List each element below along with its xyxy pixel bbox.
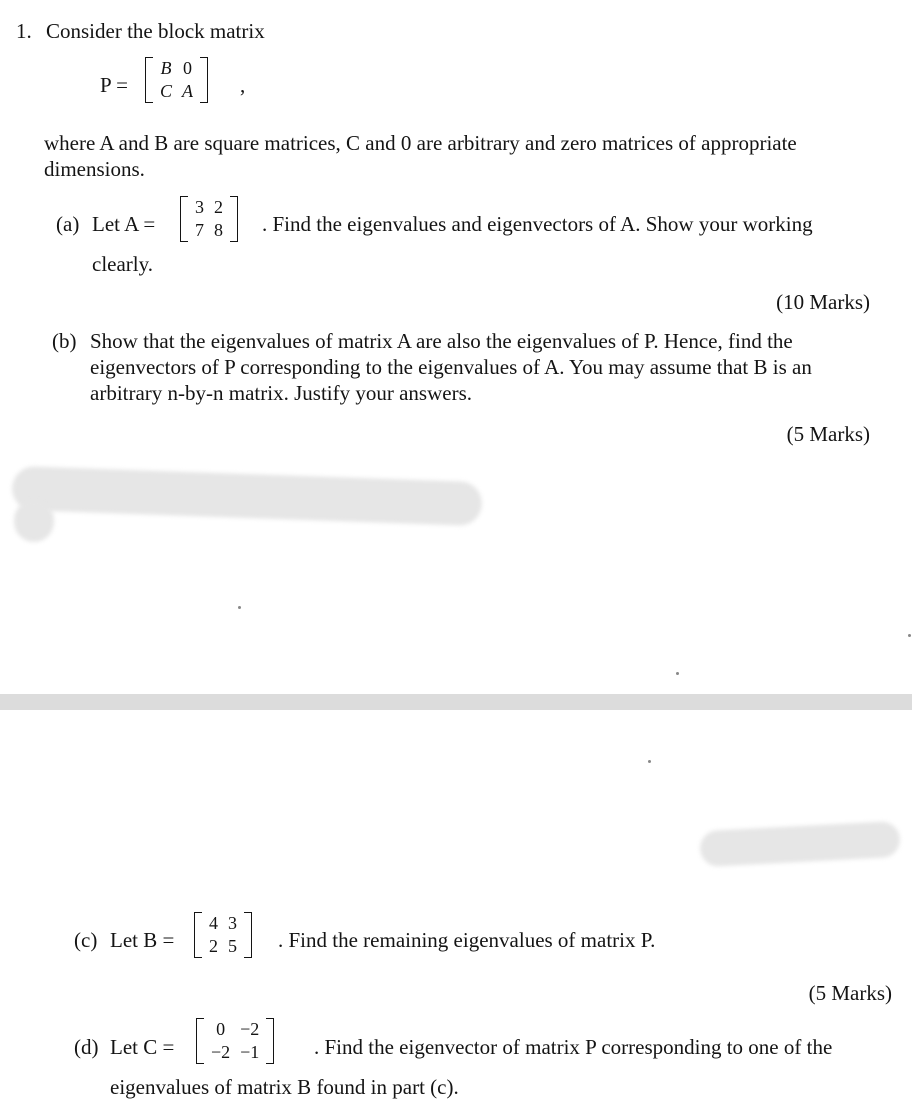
part-a-label: (a) bbox=[56, 212, 80, 236]
redaction-smudge bbox=[11, 466, 482, 526]
p-label: P = bbox=[100, 73, 128, 97]
matrix-c bbox=[196, 1018, 274, 1064]
where-line-2: dimensions. bbox=[44, 157, 145, 181]
page-separator bbox=[0, 694, 912, 710]
matrix-cell: −2 bbox=[240, 1019, 260, 1039]
part-a-text-2: clearly. bbox=[92, 252, 154, 276]
where-line-1: where A and B are square matrices, C and 0 are arbitrary and zero matrices of appropriate bbox=[44, 131, 797, 155]
part-b-label: (b) bbox=[52, 329, 77, 353]
part-c-label: (c) bbox=[74, 928, 98, 952]
speck bbox=[648, 760, 651, 763]
p-trail: , bbox=[240, 73, 246, 97]
matrix-cell: 4 bbox=[209, 913, 218, 933]
matrix-cell: C bbox=[160, 81, 173, 101]
matrix-cell: −2 bbox=[211, 1042, 231, 1062]
part-a-let: Let A = bbox=[92, 212, 156, 236]
question-intro: Consider the block matrix bbox=[46, 19, 265, 43]
redaction-smudge bbox=[14, 500, 54, 542]
part-a-text-1: . Find the eigenvalues and eigenvectors of A. Show your working bbox=[262, 212, 813, 236]
part-c-text: . Find the remaining eigenvalues of matrix P. bbox=[278, 928, 656, 952]
matrix-b bbox=[194, 912, 252, 958]
speck bbox=[676, 672, 679, 675]
matrix-cell: B bbox=[160, 58, 172, 78]
part-a-marks: (10 Marks) bbox=[776, 290, 870, 314]
speck bbox=[908, 634, 911, 637]
matrix-cell: 8 bbox=[214, 220, 223, 240]
speck bbox=[238, 606, 241, 609]
part-b-line-3: arbitrary n-by-n matrix. Justify your answers. bbox=[90, 381, 472, 405]
matrix-p bbox=[145, 57, 208, 103]
question-number: 1. bbox=[16, 19, 32, 43]
matrix-cell: 2 bbox=[214, 197, 223, 217]
part-d-text-2: eigenvalues of matrix B found in part (c). bbox=[110, 1075, 459, 1099]
part-c-marks: (5 Marks) bbox=[808, 981, 892, 1005]
redaction-smudge bbox=[699, 821, 901, 867]
part-b-line-1: Show that the eigenvalues of matrix A are also the eigenvalues of P. Hence, find the bbox=[90, 329, 793, 353]
matrix-cell: 3 bbox=[195, 197, 204, 217]
matrix-cell: 0 bbox=[216, 1019, 226, 1039]
part-d-text-1: . Find the eigenvector of matrix P corresponding to one of the bbox=[314, 1035, 833, 1059]
part-b-line-2: eigenvectors of P corresponding to the eigenvalues of A. You may assume that B is an bbox=[90, 355, 812, 379]
matrix-cell: 5 bbox=[228, 936, 237, 956]
part-d-label: (d) bbox=[74, 1035, 99, 1059]
matrix-cell: −1 bbox=[240, 1042, 260, 1062]
part-d-let: Let C = bbox=[110, 1035, 175, 1059]
matrix-a bbox=[180, 196, 238, 242]
matrix-cell: 0 bbox=[183, 58, 193, 78]
matrix-cell: 7 bbox=[195, 220, 204, 240]
part-c-let: Let B = bbox=[110, 928, 175, 952]
matrix-cell: 3 bbox=[228, 913, 237, 933]
matrix-cell: 2 bbox=[209, 936, 218, 956]
matrix-cell: A bbox=[182, 81, 194, 101]
part-b-marks: (5 Marks) bbox=[786, 422, 870, 446]
